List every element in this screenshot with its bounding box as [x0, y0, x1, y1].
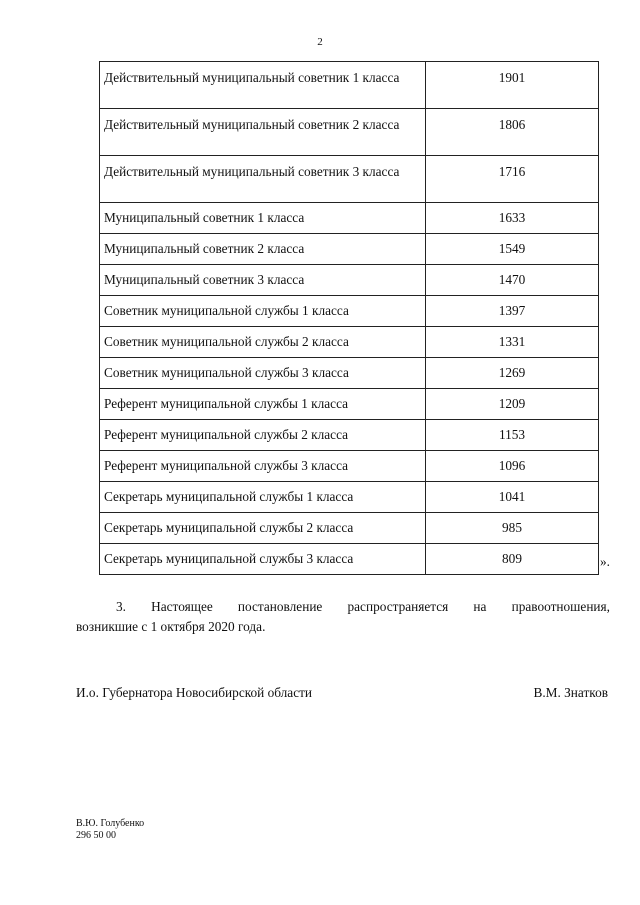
rank-value: 1901 — [426, 62, 599, 109]
rank-value: 1041 — [426, 482, 599, 513]
rank-title: Советник муниципальной службы 2 класса — [100, 327, 426, 358]
rank-value: 1209 — [426, 389, 599, 420]
table-row — [100, 420, 599, 451]
paragraph-3 — [76, 597, 610, 637]
table-row — [100, 513, 599, 544]
rank-value: 1397 — [426, 296, 599, 327]
rank-title: Секретарь муниципальной службы 1 класса — [100, 482, 426, 513]
rank-title: Секретарь муниципальной службы 2 класса — [100, 513, 426, 544]
rank-title: Муниципальный советник 1 класса — [100, 203, 426, 234]
table-row — [100, 389, 599, 420]
rank-value: 1716 — [426, 156, 599, 203]
executor-name: В.Ю. Голубенко — [76, 818, 145, 829]
rank-value: 1806 — [426, 109, 599, 156]
rank-value: 1549 — [426, 234, 599, 265]
rank-value: 1153 — [426, 420, 599, 451]
table-row — [100, 451, 599, 482]
signatory-title: И.о. Губернатора Новосибирской области — [76, 685, 313, 700]
table-row — [100, 296, 599, 327]
table-row — [100, 358, 599, 389]
closing-quote: ». — [600, 554, 610, 569]
table-row — [100, 544, 599, 575]
signatory-name: В.М. Знатков — [533, 685, 608, 700]
rank-value: 809 — [426, 544, 599, 575]
table-row — [100, 265, 599, 296]
table-row — [100, 62, 599, 109]
rank-title: Референт муниципальной службы 3 класса — [100, 451, 426, 482]
rank-value: 1269 — [426, 358, 599, 389]
rank-title: Секретарь муниципальной службы 3 класса — [100, 544, 426, 575]
rank-title: Действительный муниципальный советник 2 класса — [100, 109, 426, 156]
rank-title: Советник муниципальной службы 1 класса — [100, 296, 426, 327]
ranks-table — [99, 61, 599, 575]
rank-title: Муниципальный советник 2 класса — [100, 234, 426, 265]
table-row — [100, 109, 599, 156]
rank-title: Действительный муниципальный советник 3 класса — [100, 156, 426, 203]
paragraph-line-2: возникшие с 1 октября 2020 года. — [76, 619, 266, 634]
executor-phone: 296 50 00 — [76, 830, 116, 841]
rank-title: Муниципальный советник 3 класса — [100, 265, 426, 296]
rank-title: Действительный муниципальный советник 1 класса — [100, 62, 426, 109]
page-number: 2 — [317, 36, 323, 48]
table-row — [100, 327, 599, 358]
rank-title: Советник муниципальной службы 3 класса — [100, 358, 426, 389]
table-row — [100, 203, 599, 234]
rank-value: 1331 — [426, 327, 599, 358]
paragraph-line-1: 3. Настоящее постановление распространяется на правоотношения, — [116, 599, 610, 614]
rank-value: 1470 — [426, 265, 599, 296]
rank-title: Референт муниципальной службы 1 класса — [100, 389, 426, 420]
ranks-table-body — [100, 62, 599, 575]
table-row — [100, 234, 599, 265]
table-row — [100, 482, 599, 513]
table-row — [100, 156, 599, 203]
rank-value: 1096 — [426, 451, 599, 482]
rank-title: Референт муниципальной службы 2 класса — [100, 420, 426, 451]
rank-value: 1633 — [426, 203, 599, 234]
executor-block — [76, 818, 144, 842]
rank-value: 985 — [426, 513, 599, 544]
